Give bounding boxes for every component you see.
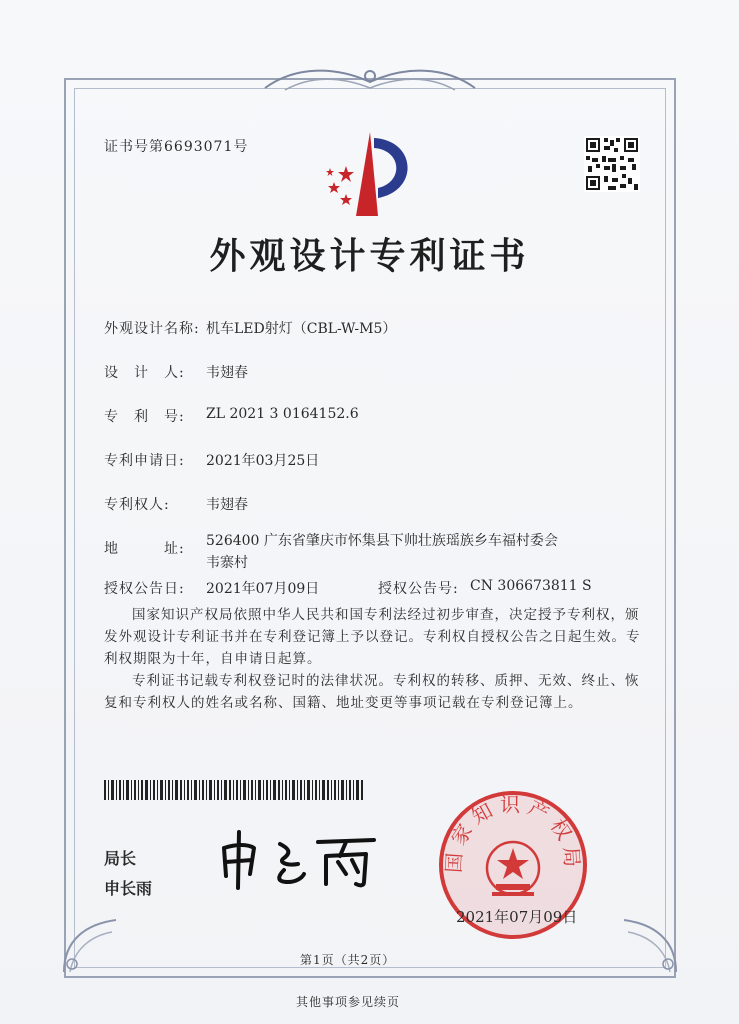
grant-date-value: 2021年07月09日 [206, 581, 320, 597]
field-label-address: 地 址: [104, 541, 185, 557]
grant-pub-label: 授权公告号: [378, 581, 459, 597]
field-label-designer: 设 计 人: [104, 365, 185, 381]
field-value-address-line2: 韦寨村 [206, 555, 248, 571]
field-value-address: 526400 广东省肇庆市怀集县下帅壮族瑶族乡车福村委会 [206, 533, 558, 549]
certificate-number: 证书号第6693071号 [104, 139, 249, 155]
field-label-application-date: 专利申请日: [104, 453, 185, 469]
field-label-patent-number: 专 利 号: [104, 409, 185, 425]
top-ornament [255, 62, 485, 98]
corner-ornament-bl [56, 910, 126, 980]
cnipa-logo [316, 128, 424, 220]
corner-ornament-br [614, 910, 684, 980]
grant-pub-value: CN 306673811 S [470, 578, 592, 594]
body-paragraph-1: 国家知识产权局依照中华人民共和国专利法经过初步审查，决定授予专利权，颁发外观设计专利证书并在专利登记簿上予以登记。专利权自授权公告之日起生效。专利权期限为十年，自申请日起算。 [104, 607, 641, 667]
seal-text: 国家知识产权局 [441, 792, 585, 874]
seal-date: 2021年07月09日 [456, 908, 578, 926]
certificate-title: 外观设计专利证书 [209, 236, 530, 277]
handwritten-signature [214, 826, 384, 892]
field-label-design-name: 外观设计名称: [104, 321, 200, 337]
barcode [104, 780, 364, 800]
field-label-patentee: 专利权人: [104, 497, 170, 513]
signature-name: 申长雨 [104, 879, 153, 898]
field-value-patent-number: ZL 2021 3 0164152.6 [206, 406, 359, 422]
signature-position: 局长 [104, 849, 137, 868]
field-value-patentee: 韦翅春 [206, 497, 248, 513]
field-value-application-date: 2021年03月25日 [206, 453, 320, 469]
field-value-designer: 韦翅春 [206, 365, 248, 381]
page-indicator: 第1页（共2页） [300, 953, 396, 967]
qr-code [584, 136, 640, 192]
body-paragraph-2: 专利证书记载专利权登记时的法律状况。专利权的转移、质押、无效、终止、恢复和专利权人的姓名或名称、国籍、地址变更等事项记载在专利登记簿上。 [104, 673, 640, 711]
continuation-note: 其他事项参见续页 [296, 995, 401, 1009]
grant-date-label: 授权公告日: [104, 581, 185, 597]
field-value-design-name: 机车LED射灯（CBL-W-M5） [206, 321, 397, 337]
